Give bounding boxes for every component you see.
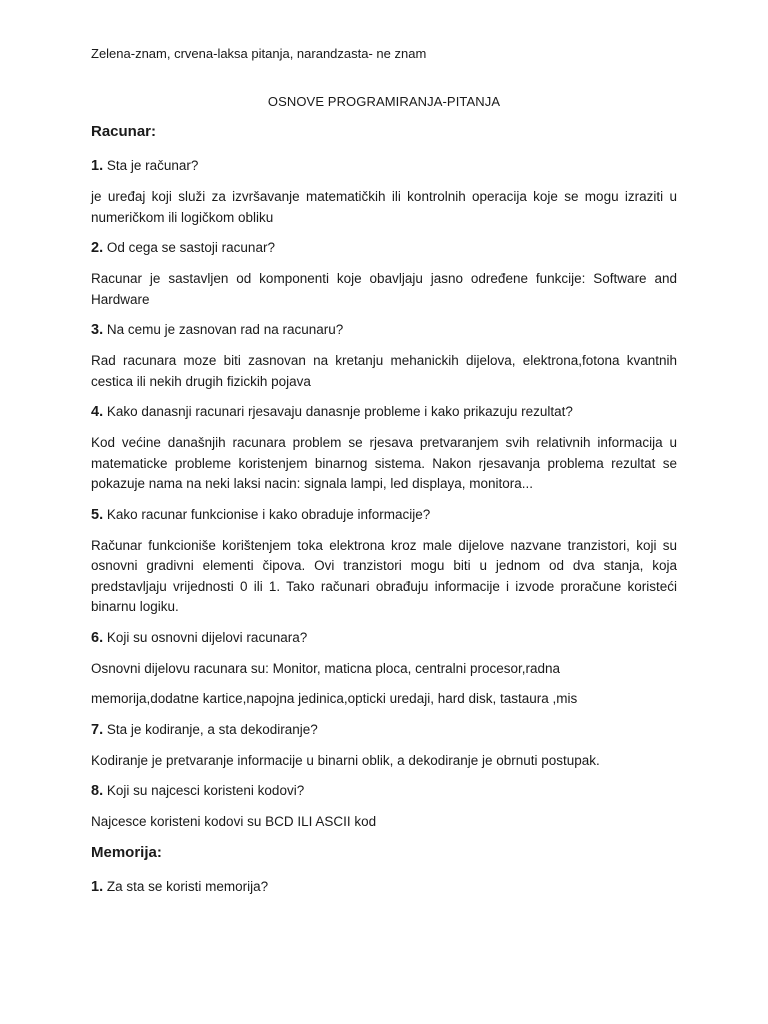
question-3	[91, 320, 677, 340]
question-7	[91, 720, 677, 740]
answer-6-line-1: Osnovni dijelovu racunara su: Monitor, maticna ploca, centralni procesor,radna	[91, 660, 560, 676]
section-heading-memorija: Memorija:	[91, 843, 162, 861]
question-number: 4.	[91, 404, 104, 420]
question-5	[91, 505, 677, 525]
section-heading-racunar: Racunar:	[91, 123, 157, 140]
question-1	[91, 156, 677, 176]
question-text: Od cega se sastoji racunar?	[106, 240, 275, 255]
question-8	[91, 781, 677, 801]
question-text: Kako racunar funkcionise i kako obraduje informacije?	[106, 506, 431, 522]
question-number: 7.	[91, 721, 104, 738]
answer-6-line-2: memorija,dodatne kartice,napojna jedinica,opticki uredaji, hard disk, tastaura ,mis	[91, 691, 578, 706]
question-text: Za sta se koristi memorija?	[106, 878, 269, 894]
answer-1: je uređaj koji služi za izvršavanje matematičkih ili kontrolnih operacija koje se mogu izraziti u numeričkom ili logičkom obliku	[91, 189, 677, 225]
answer-3: Rad racunara moze biti zasnovan na kretanju mehanickih dijelova, elektrona,fotona kvantnih cestica ili nekih drugih fizickih pojava	[91, 353, 677, 389]
question-number: 3.	[91, 322, 104, 338]
answer-5: Računar funkcioniše korištenjem toka elektrona kroz male dijelove nazvane tranzistori, koji su osnovni gradivni elementi čipova. Ovi tranzistori mogu biti u jednom od dva stanja, koja predstavljaju vrijednosti 0 ili 1. Tako računari obrađuju informacije i izvode proračune koristeći binarnu logiku.	[91, 537, 677, 614]
question-number: 6.	[91, 629, 104, 646]
answer-8: Najcesce koristeni kodovi su BCD ILI ASCII kod	[91, 814, 377, 829]
color-legend: Zelena-znam, crvena-laksa pitanja, narandzasta- ne znam	[91, 46, 427, 61]
document-title: OSNOVE PROGRAMIRANJA-PITANJA	[267, 94, 501, 109]
question-number: 5.	[91, 506, 104, 523]
document-body	[91, 122, 677, 908]
answer-7: Kodiranje je pretvaranje informacije u binarni oblik, a dekodiranje je obrnuti postupak.	[91, 752, 600, 768]
question-text: Sta je računar?	[106, 158, 199, 173]
question-memorija-1	[91, 877, 677, 897]
question-text: Kako danasnji racunari rjesavaju danasnje probleme i kako prikazuju rezultat?	[106, 404, 573, 419]
question-number: 2.	[91, 240, 104, 256]
question-text: Na cemu je zasnovan rad na racunaru?	[106, 322, 344, 337]
question-number: 8.	[91, 783, 104, 799]
question-4	[91, 402, 677, 422]
question-number: 1.	[91, 878, 104, 895]
question-text: Sta je kodiranje, a sta dekodiranje?	[106, 721, 318, 737]
question-6	[91, 628, 677, 648]
question-text: Koji su osnovni dijelovi racunara?	[106, 629, 308, 645]
question-text: Koji su najcesci koristeni kodovi?	[106, 783, 305, 798]
question-2	[91, 238, 677, 258]
answer-4: Kod većine današnjih racunara problem se rjesava pretvaranjem svih relativnih informacija u matematicke probleme koristenjem binarnog sistema. Nakon rjesavanja problema rezultat se pokazuje nama na neki laksi nacin: signala lampi, led displaya, monitora...	[91, 435, 677, 491]
question-number: 1.	[91, 158, 104, 174]
answer-2: Racunar je sastavljen od komponenti koje obavljaju jasno određene funkcije: Software and Hardware	[91, 271, 677, 307]
